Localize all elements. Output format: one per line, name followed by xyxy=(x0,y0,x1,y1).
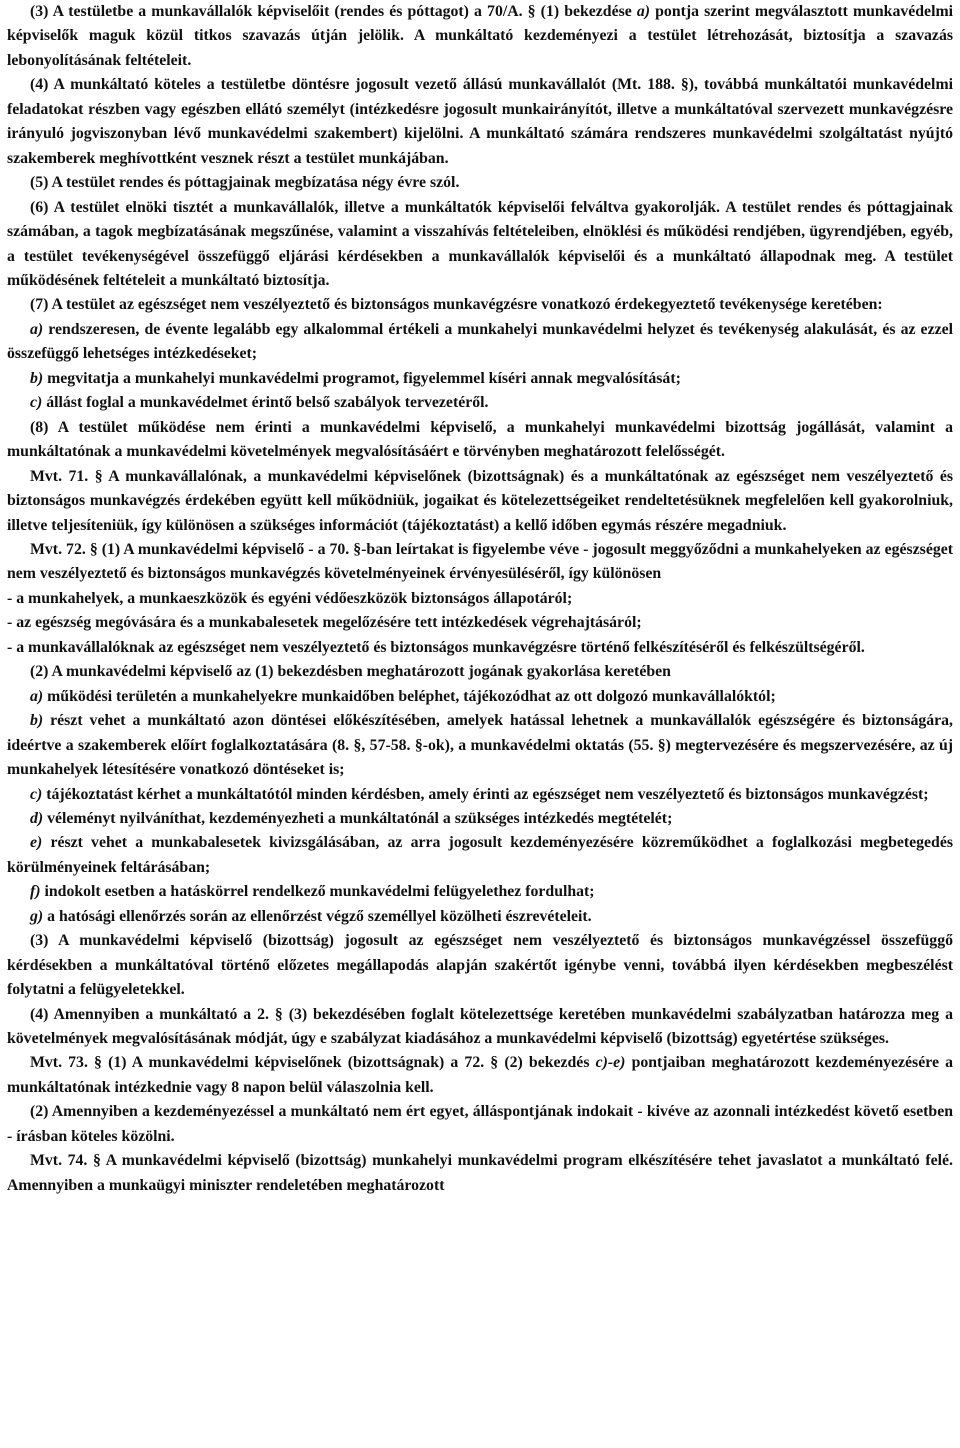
paragraph-text: Mvt. 71. § A munkavállalónak, a munkavédelmi képviselőnek (bizottságnak) és a munkáltatónak az egészséget nem veszélyeztető és biztonságos munkavégzés érdekében együtt kell működniük, jogaikat és kötelezettségeiket rendeltetésüknek megfelelően kell gyakorolniuk, illetve teljesíteniük, így különösen a szükséges információt (tájékoztatást) a kellő időben egymás részére megadniuk. xyxy=(7,467,953,534)
paragraph xyxy=(7,709,953,782)
item-marker: c)-e) xyxy=(595,1054,626,1072)
paragraph-text: részt vehet a munkabalesetek kivizsgálásában, az arra jogosult kezdeményezésére közreműködhet a foglalkozási megbetegedés körülményeinek feltárásában; xyxy=(7,834,953,876)
paragraph-text: Mvt. 74. § A munkavédelmi képviselő (bizottság) munkahelyi munkavédelmi program elkészítésére tehet javaslatot a munkáltató felé. Amennyiben a munkaügyi miniszter rendeletében meghatározott xyxy=(7,1152,953,1194)
paragraph xyxy=(7,196,953,294)
paragraph xyxy=(7,685,953,709)
paragraph xyxy=(7,1051,953,1100)
paragraph-text: indokolt esetben a hatáskörrel rendelkező munkavédelmi felügyelethez fordulhat; xyxy=(40,883,595,901)
paragraph-text: megvitatja a munkahelyi munkavédelmi programot, figyelemmel kíséri annak megvalósítását; xyxy=(43,369,681,387)
paragraph xyxy=(7,367,953,391)
paragraph-text: (2) Amennyiben a kezdeményezéssel a munkáltató nem ért egyet, álláspontjának indokait - kivéve az azonnali intézkedést követő esetben - írásban köteles közölni. xyxy=(7,1103,953,1145)
paragraph-text: - az egészség megóvására és a munkabalesetek megelőzésére tett intézkedések végrehajtásáról; xyxy=(7,614,642,632)
paragraph-text: működési területén a munkahelyekre munkaidőben beléphet, tájékozódhat az ott dolgozó munkavállalóktól; xyxy=(43,687,776,705)
item-marker: a) xyxy=(636,3,651,20)
paragraph-text: tájékoztatást kérhet a munkáltatótól minden kérdésben, amely érinti az egészséget nem veszélyeztető és biztonságos munkavégzést; xyxy=(42,785,929,803)
paragraph-text: (6) A testület elnöki tisztét a munkavállalók, illetve a munkáltatók képviselői felváltva gyakorolják. A testület rendes és póttagjainak számában, a tagok megbízatásának megszűnése, valamint a visszahívás feltételeiben, elnöklési és működési rendjében, ügyrendjében, egyéb, a testület tevékenységével összefüggő eljárási kérdésekben a munkavállalók képviselői és a munkáltató állapodnak meg. A testület működésének feltételeit a munkáltató biztosítja. xyxy=(7,198,953,289)
paragraph xyxy=(7,660,953,684)
paragraph xyxy=(7,538,953,587)
paragraph xyxy=(7,73,953,171)
paragraph xyxy=(7,636,953,660)
item-marker: a) xyxy=(30,687,44,705)
paragraph-text: véleményt nyilváníthat, kezdeményezheti a munkáltatónál a szükséges intézkedés megtételét; xyxy=(43,809,673,827)
paragraph-text: (4) A munkáltató köteles a testületbe döntésre jogosult vezető állású munkavállalót (Mt. 188. §), továbbá munkáltatói munkavédelmi feladatokat részben vagy egészben ellátó személyt (intézkedésre jogosult munkairányítót, illetve a munkáltatóval szervezett munkavégzésre irányuló jogviszonyban lévő munkavédelmi szakembert) kijelölni. A munkáltató számára rendszeres munkavédelmi szolgáltatást nyújtó szakemberek meghívottként vesznek részt a testület munkájában. xyxy=(7,76,953,167)
paragraph xyxy=(7,416,953,465)
paragraph xyxy=(7,905,953,929)
paragraph-text: részt vehet a munkáltató azon döntései előkészítésében, amelyek hatással lehetnek a munkavállalók egészségére és biztonságára, ideértve a szakemberek előírt foglalkoztatására (8. §, 57-58. §-ok), a munkavédelmi oktatás (55. §) megtervezésére és megszervezésére, az új munkahelyek létesítésére vonatkozó döntéseket is; xyxy=(7,712,953,779)
item-marker: g) xyxy=(30,907,44,925)
paragraph-text: rendszeresen, de évente legalább egy alkalommal értékeli a munkahelyi munkavédelmi helyzet és tevékenység alakulását, és az ezzel összefüggő lehetséges intézkedéseket; xyxy=(7,320,953,363)
paragraph xyxy=(7,391,953,415)
paragraph-text: (5) A testület rendes és póttagjainak megbízatása négy évre szól. xyxy=(30,174,460,192)
paragraph-text: Mvt. 73. § (1) A munkavédelmi képviselőnek (bizottságnak) a 72. § (2) bekezdés xyxy=(30,1054,596,1072)
item-marker: f) xyxy=(30,883,41,901)
paragraph xyxy=(7,1003,953,1052)
paragraph xyxy=(7,1149,953,1198)
paragraph-text: (2) A munkavédelmi képviselő az (1) bekezdésben meghatározott jogának gyakorlása keretében xyxy=(30,663,671,681)
item-marker: b) xyxy=(30,712,44,730)
paragraph xyxy=(7,171,953,195)
paragraph xyxy=(7,293,953,317)
paragraph xyxy=(7,880,953,904)
item-marker: b) xyxy=(30,369,44,387)
paragraph-text: pontja szerint megválasztott munkavédelmi képviselők maguk közül titkos szavazás útján jelölik. A munkáltató kezdeményezi a testület létrehozását, biztosítja a szavazás lebonyolításának feltételeit. xyxy=(7,3,954,69)
paragraph xyxy=(7,783,953,807)
paragraph xyxy=(7,587,953,611)
paragraph-text: (3) A munkavédelmi képviselő (bizottság) jogosult az egészséget nem veszélyeztető és biztonságos munkavégzéssel összefüggő kérdésekben a munkáltatóval történő előzetes megállapodás alapján szakértőt igénybe venni, továbbá ilyen kérdésekben megbeszélést folytatni a felügyeletekkel. xyxy=(7,932,953,999)
paragraph-text: (7) A testület az egészséget nem veszélyeztető és biztonságos munkavégzésre vonatkozó érdekegyeztető tevékenysége keretében: xyxy=(30,296,883,314)
paragraph-text: - a munkahelyek, a munkaeszközök és egyéni védőeszközök biztonságos állapotáról; xyxy=(7,589,573,607)
paragraph xyxy=(7,465,953,538)
paragraph-text: pontjaiban meghatározott kezdeményezésére a munkáltatónak intézkednie vagy 8 napon belül válaszolnia kell. xyxy=(7,1054,953,1096)
paragraph-text: állást foglal a munkavédelmet érintő belső szabályok tervezetéről. xyxy=(42,394,489,412)
item-marker: d) xyxy=(30,809,44,827)
item-marker: c) xyxy=(30,394,43,412)
paragraph xyxy=(7,929,953,1002)
item-marker: a) xyxy=(30,320,44,338)
paragraph xyxy=(7,831,953,880)
paragraph-text: (8) A testület működése nem érinti a munkavédelmi képviselő, a munkahelyi munkavédelmi bizottság jogállását, valamint a munkáltatónak a munkavédelmi követelmények megvalósításáért e törvényben meghatározott felelősségét. xyxy=(7,418,953,461)
item-marker: c) xyxy=(30,785,43,803)
paragraph-text: Mvt. 72. § (1) A munkavédelmi képviselő - a 70. §-ban leírtakat is figyelembe véve - jogosult meggyőződni a munkahelyeken az egészséget nem veszélyeztető és biztonságos munkavégzés követelményeinek érvényesüléséről, így különösen xyxy=(7,540,953,583)
paragraph xyxy=(7,318,953,367)
paragraph-text: - a munkavállalóknak az egészséget nem veszélyeztető és biztonságos munkavégzésre történő felkészítéséről és felkészültségéről. xyxy=(7,638,865,656)
paragraph-text: (4) Amennyiben a munkáltató a 2. § (3) bekezdésében foglalt kötelezettsége keretében munkavédelmi szabályzatban határozza meg a követelmények megvalósításának módját, úgy e szabályzat kiadásához a munkavédelmi képviselő (bizottság) egyetértése szükséges. xyxy=(7,1005,953,1048)
paragraph xyxy=(7,611,953,635)
paragraph-text: a hatósági ellenőrzés során az ellenőrzést végző személlyel közölheti észrevételeit. xyxy=(43,907,592,925)
paragraph-text: (3) A testületbe a munkavállalók képviselőit (rendes és póttagot) a 70/A. § (1) bekezdése xyxy=(30,3,637,20)
paragraph xyxy=(7,807,953,831)
item-marker: e) xyxy=(30,834,43,852)
paragraph xyxy=(7,1100,953,1149)
paragraph xyxy=(7,0,953,73)
